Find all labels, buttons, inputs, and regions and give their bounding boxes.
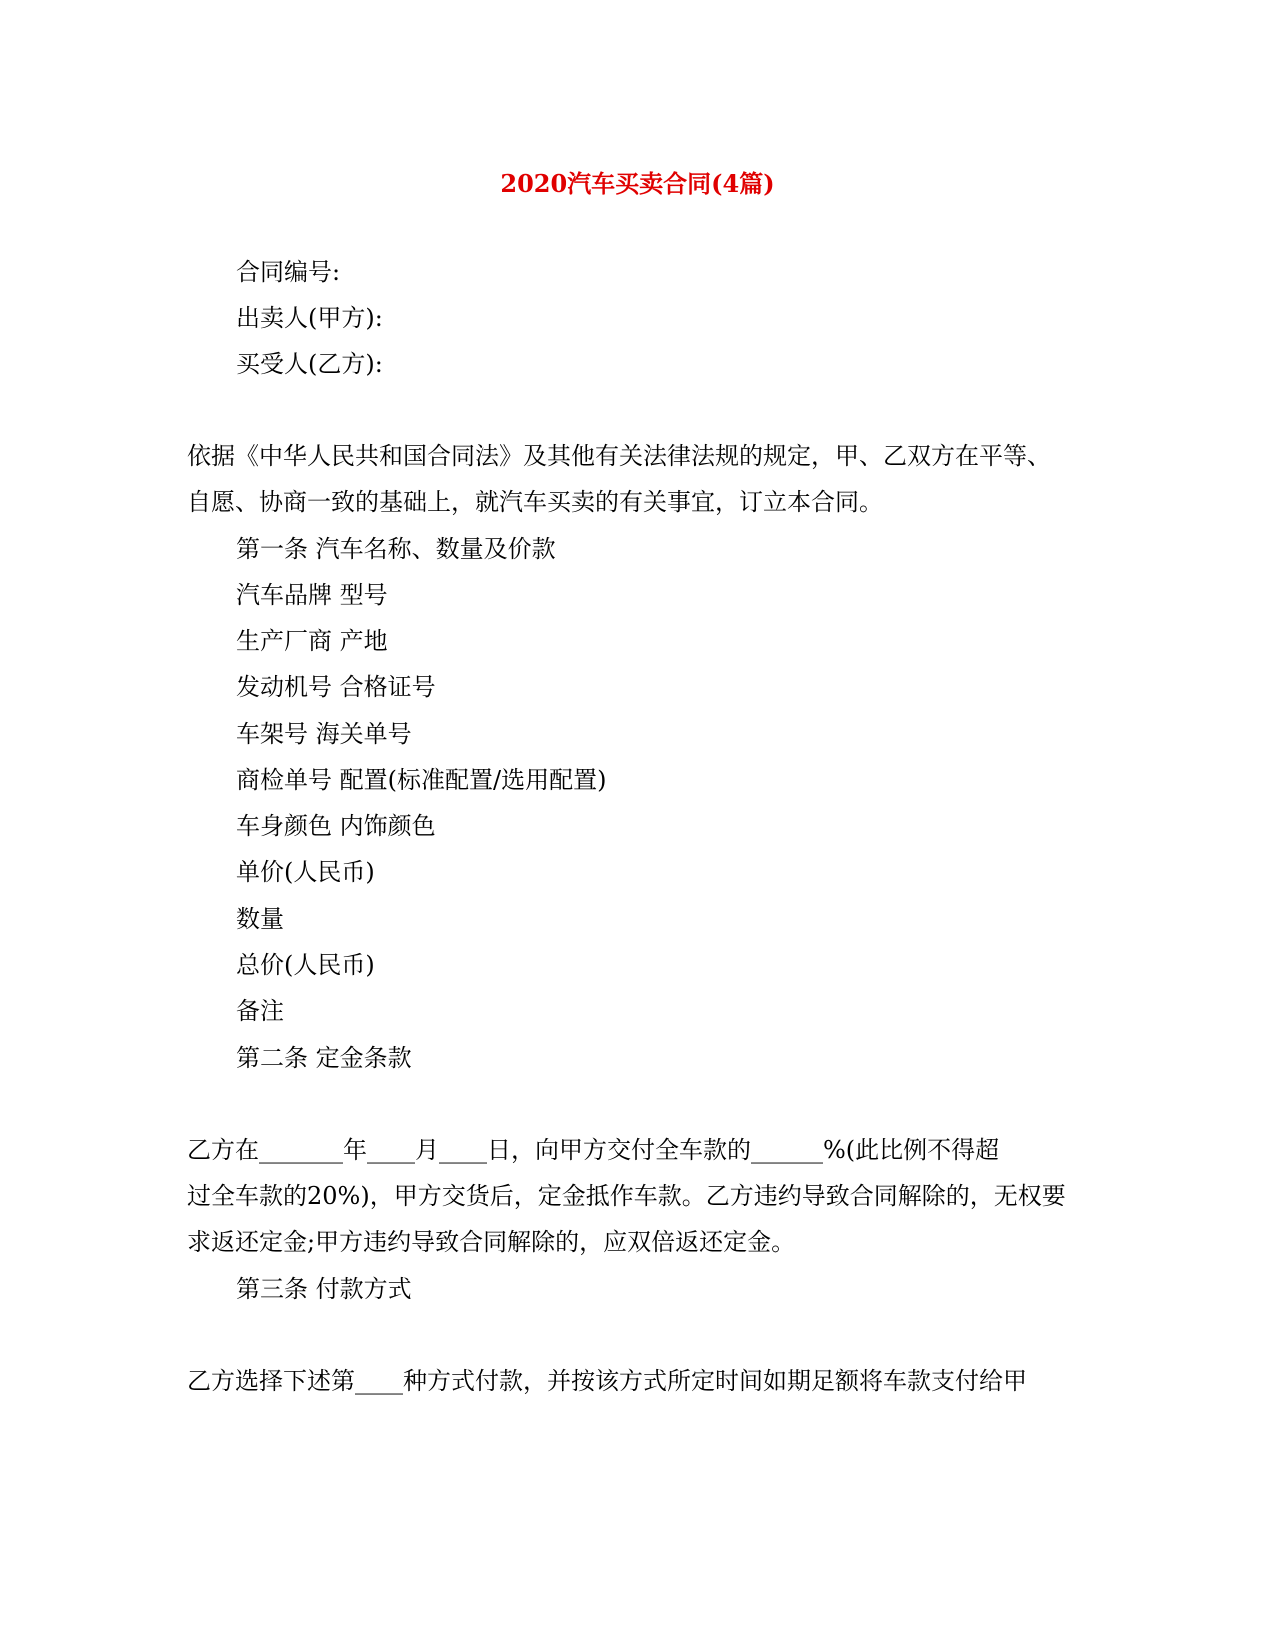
article2-heading: 第二条 定金条款 [236,1044,412,1072]
article2-body-line: 过全车款的20%)，甲方交货后，定金抵作车款。乙方违约导致合同解除的，无权要 [187,1182,1066,1210]
seller-field: 出卖人(甲方): [236,304,383,332]
article1-item: 备注 [236,997,284,1025]
article1-item: 单价(人民币) [236,858,375,886]
preamble-line: 自愿、协商一致的基础上，就汽车买卖的有关事宜，订立本合同。 [187,488,883,516]
article1-item: 数量 [236,905,284,933]
preamble-line: 依据《中华人民共和国合同法》及其他有关法律法规的规定，甲、乙双方在平等、 [187,442,1051,470]
article1-item: 商检单号 配置(标准配置/选用配置) [236,766,607,794]
article1-item: 车架号 海关单号 [236,720,412,748]
article2-body-line: 乙方在_______年____月____日，向甲方交付全车款的______%(此比例不得超 [187,1136,1000,1164]
article1-item: 总价(人民币) [236,951,375,979]
article3-body-line: 乙方选择下述第____种方式付款，并按该方式所定时间如期足额将车款支付给甲 [187,1367,1027,1395]
article1-item: 车身颜色 内饰颜色 [236,812,436,840]
article2-body-line: 求返还定金;甲方违约导致合同解除的，应双倍返还定金。 [187,1228,796,1256]
article1-item: 发动机号 合格证号 [236,673,436,701]
article1-heading: 第一条 汽车名称、数量及价款 [236,535,556,563]
buyer-field: 买受人(乙方): [236,350,383,378]
article1-item: 生产厂商 产地 [236,627,388,655]
document-title: 2020汽车买卖合同(4篇) [500,169,775,198]
article1-item: 汽车品牌 型号 [236,581,388,609]
article3-heading: 第三条 付款方式 [236,1275,412,1303]
contract-number-field: 合同编号: [236,258,341,286]
